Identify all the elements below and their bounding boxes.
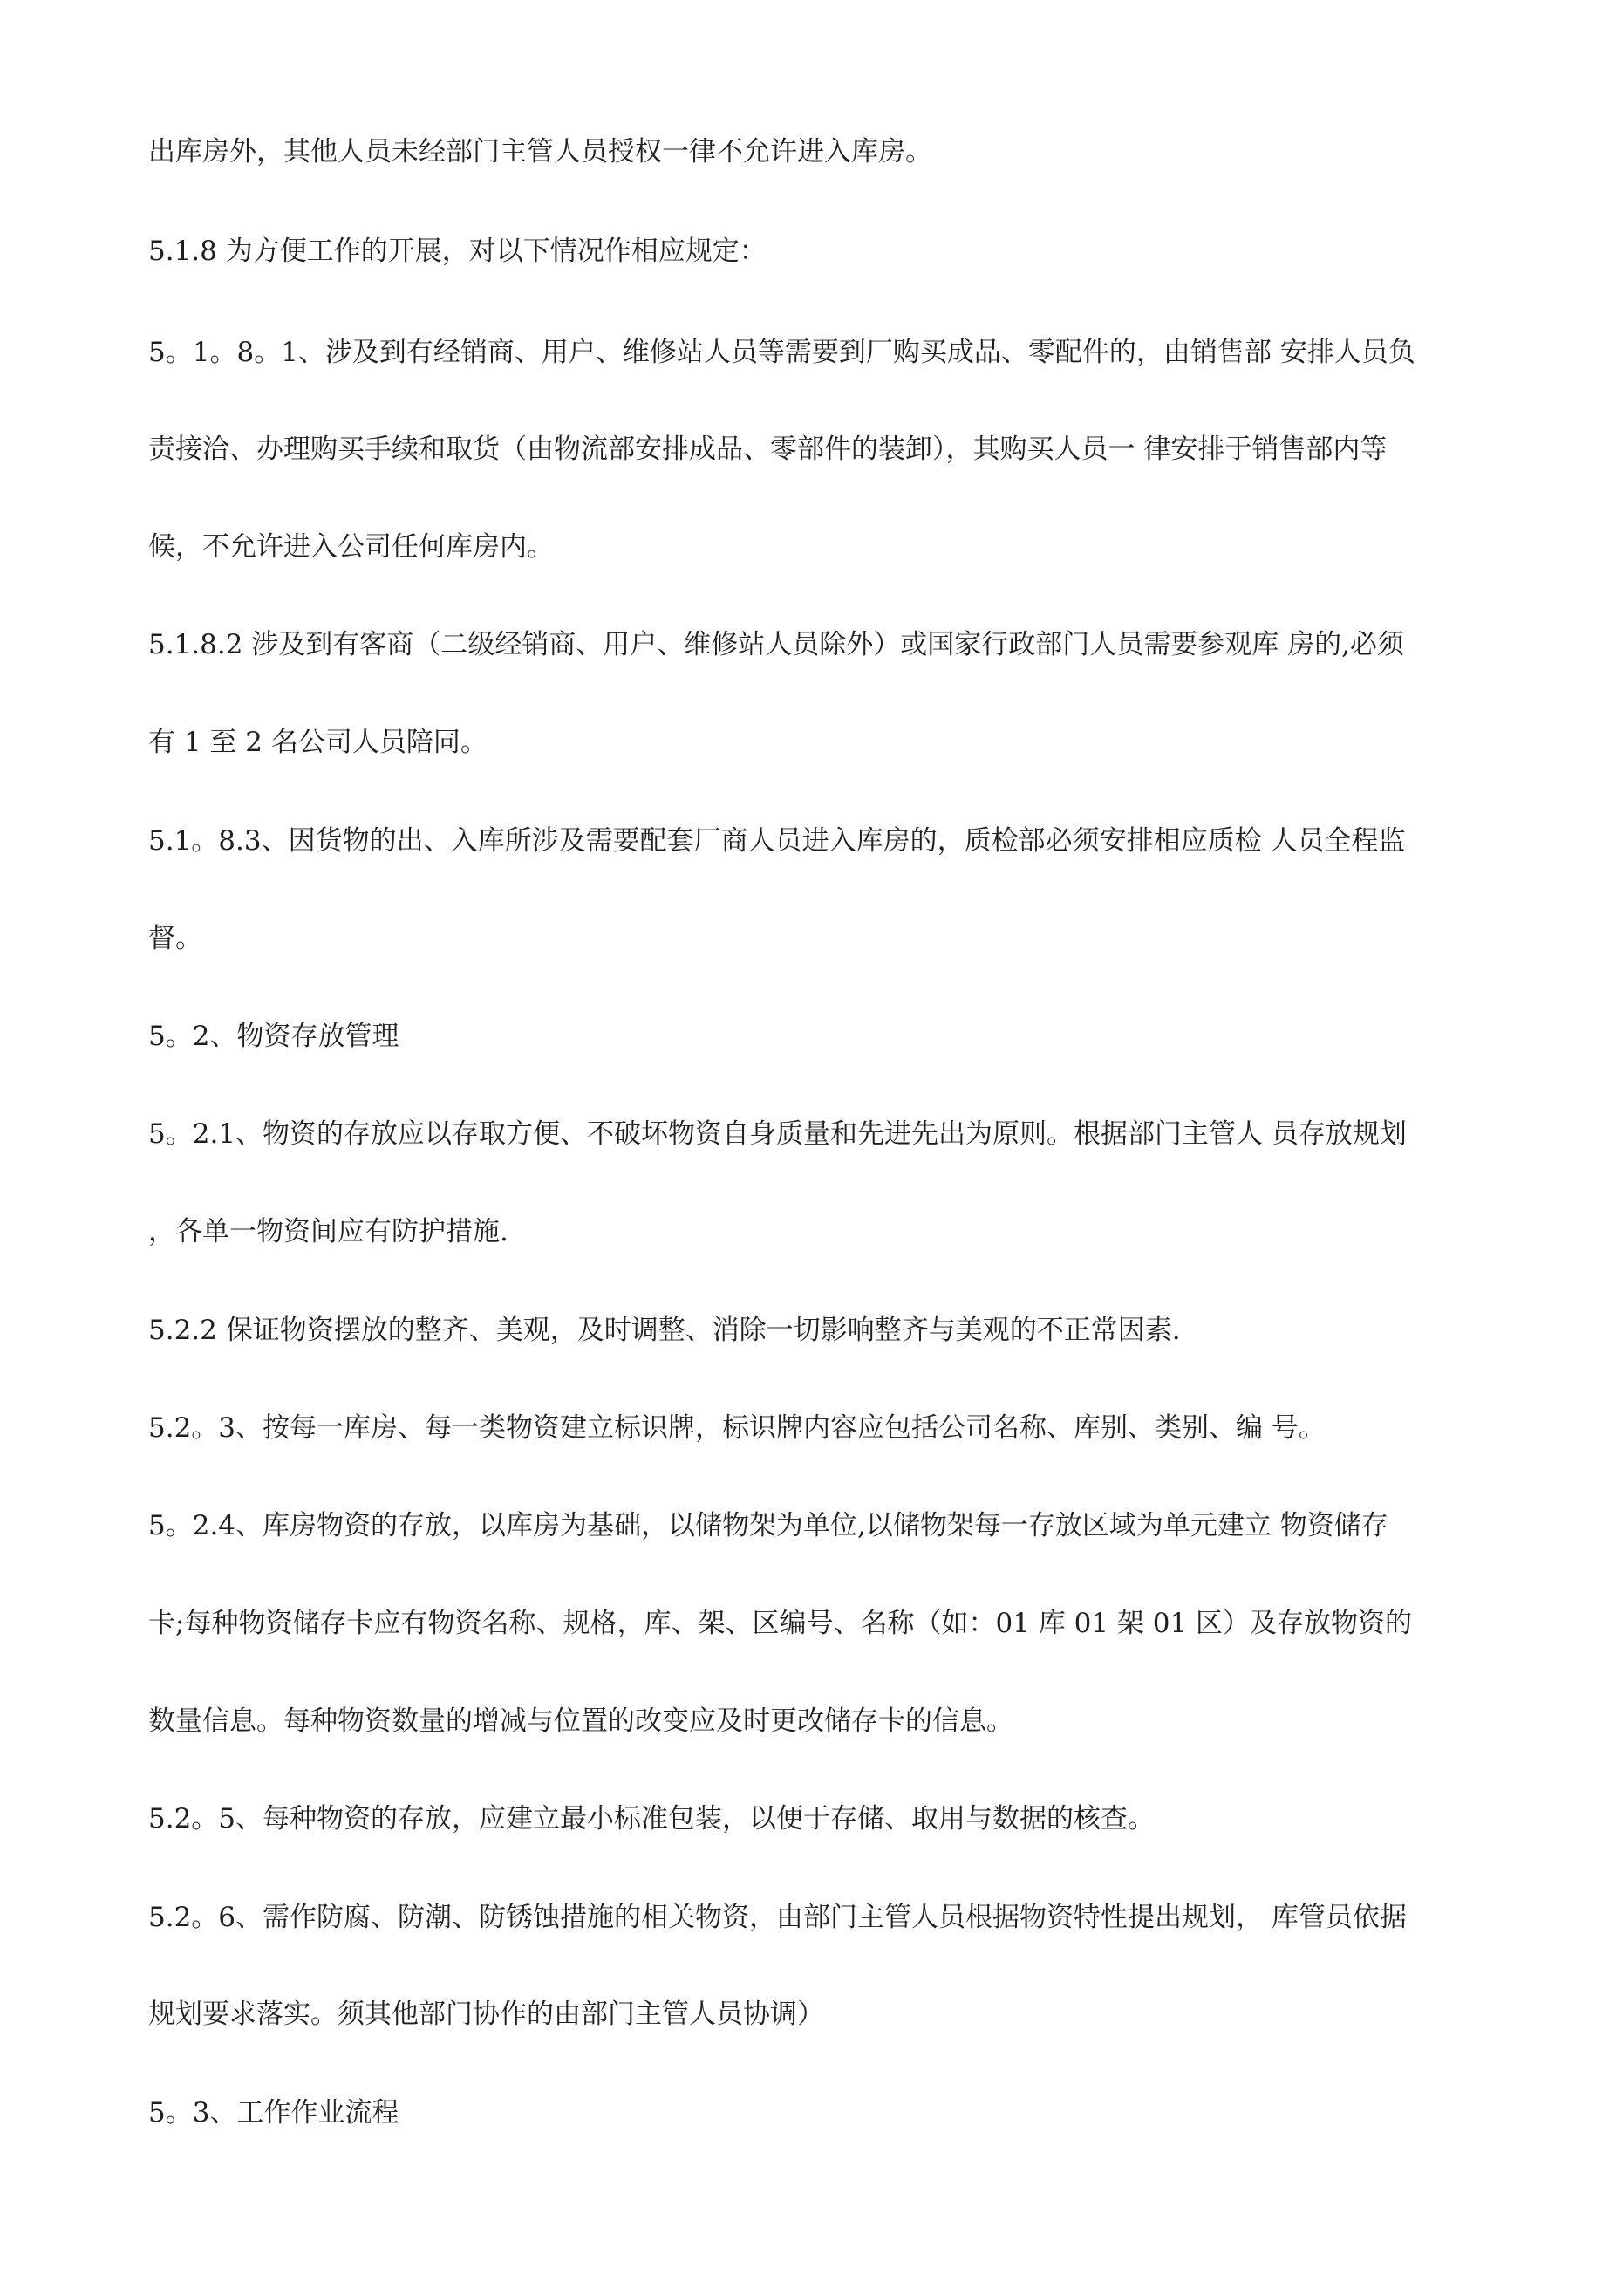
paragraph-line: 有 1 至 2 名公司人员陪同。: [148, 727, 488, 758]
paragraph-line: ，各单一物资间应有防护措施.: [148, 1216, 508, 1247]
paragraph-line: 督。: [148, 923, 202, 954]
paragraph-line: 5.2。5、每种物资的存放，应建立最小标准包装，以便于存储、取用与数据的核查。: [148, 1803, 1156, 1835]
paragraph-line: 5。1。8。1、涉及到有经销商、用户、维修站人员等需要到厂购买成品、零配件的，由销售部 安排人员负: [148, 337, 1415, 368]
paragraph-line: 出库房外，其他人员未经部门主管人员授权一律不允许进入库房。: [148, 136, 932, 167]
section-heading: 5。3、工作作业流程: [148, 2097, 399, 2129]
paragraph-line: 责接洽、办理购买手续和取货（由物流部安排成品、零部件的装卸），其购买人员一 律安排于销售部内等: [148, 434, 1388, 465]
paragraph-line: 5.2.2 保证物资摆放的整齐、美观，及时调整、消除一切影响整齐与美观的不正常因素.: [148, 1315, 1181, 1346]
paragraph-line: 5。2.1、物资的存放应以存取方便、不破坏物资自身质量和先进先出为原则。根据部门主管人 员存放规划: [148, 1118, 1407, 1150]
paragraph-line: 数量信息。每种物资数量的增减与位置的改变应及时更改储存卡的信息。: [148, 1705, 1013, 1737]
paragraph-line: 卡;每种物资储存卡应有物资名称、规格，库、架、区编号、名称（如：01 库 01 架 01 区）及存放物资的: [148, 1608, 1413, 1639]
paragraph-line: 5。2.4、库房物资的存放，以库房为基础，以储物架为单位,以储物架每一存放区域为单元建立 物资储存: [148, 1510, 1388, 1541]
paragraph-line: 候，不允许进入公司任何库房内。: [148, 531, 554, 563]
section-heading: 5。2、物资存放管理: [148, 1021, 399, 1052]
paragraph-line: 5.1。8.3、因货物的出、入库所涉及需要配套厂商人员进入库房的，质检部必须安排相应质检 人员全程监: [148, 825, 1406, 857]
paragraph-line: 5.2。6、需作防腐、防潮、防锈蚀措施的相关物资，由部门主管人员根据物资特性提出规划， 库管员依据: [148, 1902, 1407, 1933]
paragraph-line: 规划要求落实。须其他部门协作的由部门主管人员协调）: [148, 1999, 824, 2030]
paragraph-line: 5.1.8.2 涉及到有客商（二级经销商、用户、维修站人员除外）或国家行政部门人员需要参观库 房的,必须: [148, 629, 1405, 660]
paragraph-line: 5.2。3、按每一库房、每一类物资建立标识牌，标识牌内容应包括公司名称、库别、类别、编 号。: [148, 1412, 1326, 1444]
paragraph-line: 5.1.8 为方便工作的开展，对以下情况作相应规定：: [148, 236, 767, 267]
